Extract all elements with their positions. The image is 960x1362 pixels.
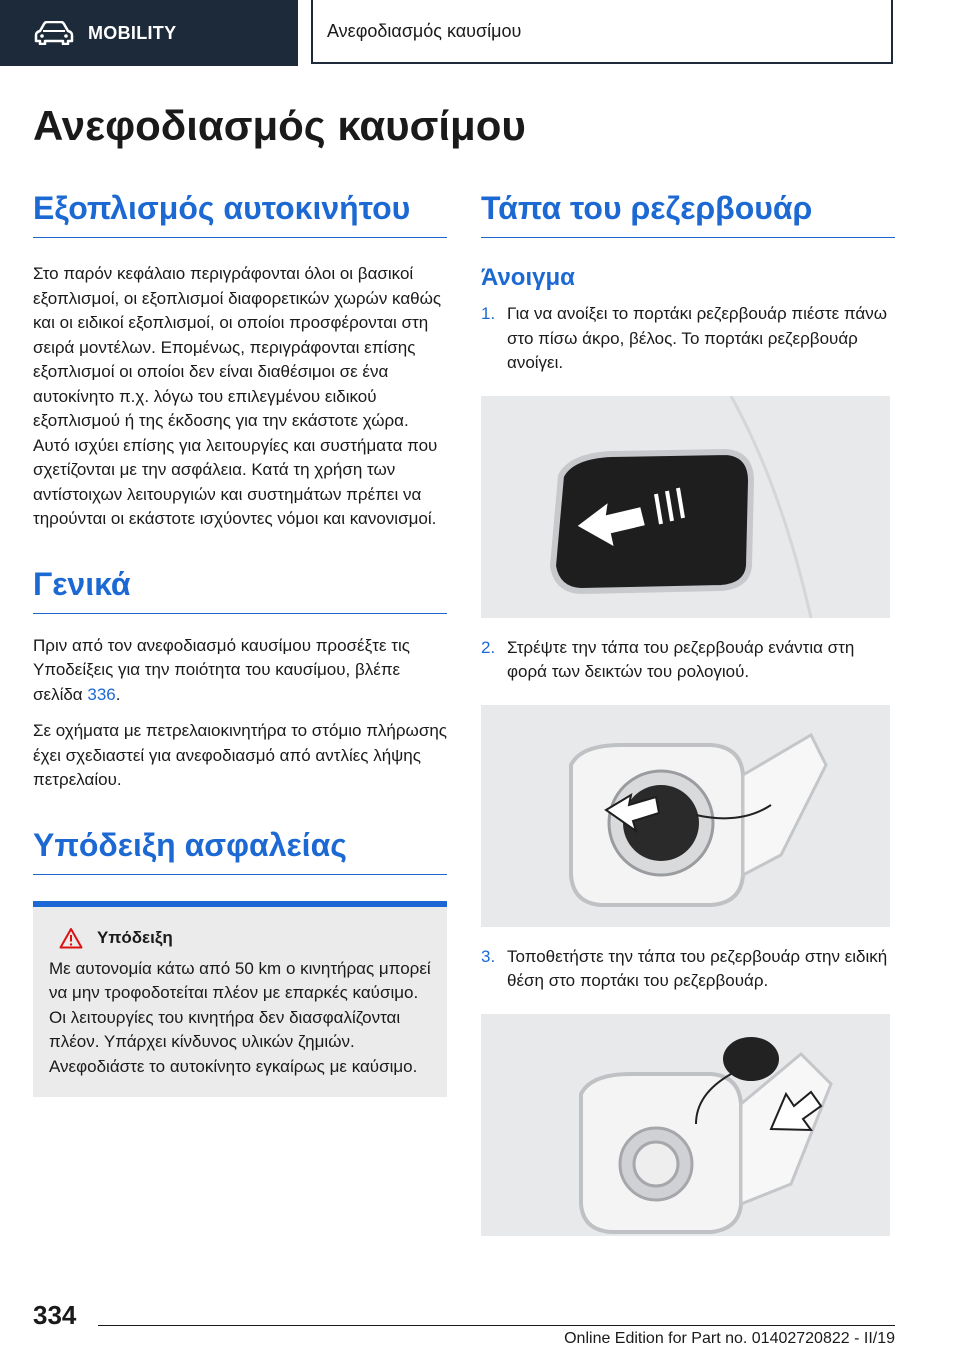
car-icon: [34, 21, 74, 45]
fuel-cap-turn-illustration: [481, 705, 890, 927]
warning-triangle-icon: [59, 927, 83, 949]
header-chapter: [311, 0, 893, 64]
step-2-number: 2.: [481, 637, 496, 657]
header-section-tab: [0, 0, 298, 66]
step-1-number: 1.: [481, 304, 496, 323]
step-3: [481, 945, 895, 994]
step-2: [481, 636, 895, 685]
footer-edition: Online Edition for Part no. 01402720822 - II/19: [564, 1330, 895, 1347]
header-section-label: MOBILITY: [88, 22, 177, 43]
general-p1-end: .: [115, 684, 121, 704]
step-1-text: Για να ανοίξει το πορτάκι ρεζερβουάρ πιέστε πάνω στο πίσω άκρο, βέλος. Το πορτάκι ρεζερβουάρ ανοίγει.: [507, 304, 888, 372]
warning-text: Με αυτονομία κάτω από 50 km ο κινητήρας μπορεί να μην τροφοδοτείται πλέον με επαρκές καύσιμο. Οι λειτουργίες του κινητήρα δεν διασφαλίζονται πλέον. Υπάρχει κίνδυνος υλικών ζημιών. Ανεφοδιάστε το αυτοκίνητο εγκαίρως με καύσιμο.: [49, 958, 431, 1076]
step-2-text: Στρέψτε την τάπα του ρεζερβουάρ ενάντια στη φορά των δεικτών του ρολογιού.: [507, 637, 855, 681]
page-number: 334: [33, 1300, 77, 1330]
footer-divider: [98, 1325, 895, 1326]
right-column: [481, 190, 895, 1254]
general-heading: Γενικά: [33, 566, 447, 614]
general-paragraph-1: [33, 634, 447, 708]
warning-box: [33, 901, 447, 1098]
fuel-cap-holder-illustration: [481, 1014, 890, 1236]
step-1: [481, 302, 895, 376]
step-3-text: Τοποθετήστε την τάπα του ρεζερβουάρ στην ειδική θέση στο πορτάκι του ρεζερβουάρ.: [507, 946, 888, 990]
page-reference-link[interactable]: 336: [87, 684, 116, 704]
general-p1-text: Πριν από τον ανεφοδιασμό καυσίμου προσέξτε τις Υποδείξεις για την ποιότητα του καυσίμου, βλέπε σελίδα: [33, 635, 410, 704]
fuel-door-closed-illustration: [481, 396, 890, 618]
warning-title: Υπόδειξη: [97, 927, 173, 947]
safety-heading: Υπόδειξη ασφαλείας: [33, 827, 447, 875]
header-chapter-label: Ανεφοδιασμός καυσίμου: [327, 20, 522, 41]
warning-header: [49, 927, 431, 949]
opening-subheading: Άνοιγμα: [481, 264, 575, 291]
step-3-number: 3.: [481, 946, 496, 966]
equipment-heading: Εξοπλισμός αυτοκινήτου: [33, 190, 447, 238]
page-title: Ανεφοδιασμός καυσίμου: [33, 102, 526, 149]
left-column: [33, 190, 447, 1097]
equipment-text: Στο παρόν κεφάλαιο περιγράφονται όλοι οι βασικοί εξοπλισμοί, οι εξοπλισμοί διαφορετικών χωρών καθώς και οι ειδικοί εξοπλισμοί, οι οποίοι προσφέρονται στη σειρά μοντέλων. Επομένως, περιγράφονται επίσης εξοπλισμοί οι οποίοι δεν είναι διαθέσιμοι σε ένα αυτοκίνητο π.χ. λόγω του επιλεγμένου ειδικού εξοπλισμού ή της έκδοσης για την εκάστοτε χώρα. Αυτό ισχύει επίσης για λειτουργίες και συστήματα που σχετίζονται με την ασφάλεια. Κατά τη χρήση των αντίστοιχων λειτουργιών και συστημάτων πρέπει να τηρούνται οι εκάστοτε ισχύοντες νόμοι και κανονισμοί.: [33, 264, 442, 528]
fuel-cap-heading: Τάπα του ρεζερβουάρ: [481, 190, 895, 238]
general-paragraph-2: Σε οχήματα με πετρελαιοκινητήρα το στόμιο πλήρωσης έχει σχεδιαστεί για ανεφοδιασμό από αντλίες λήψης πετρελαίου.: [33, 721, 447, 789]
